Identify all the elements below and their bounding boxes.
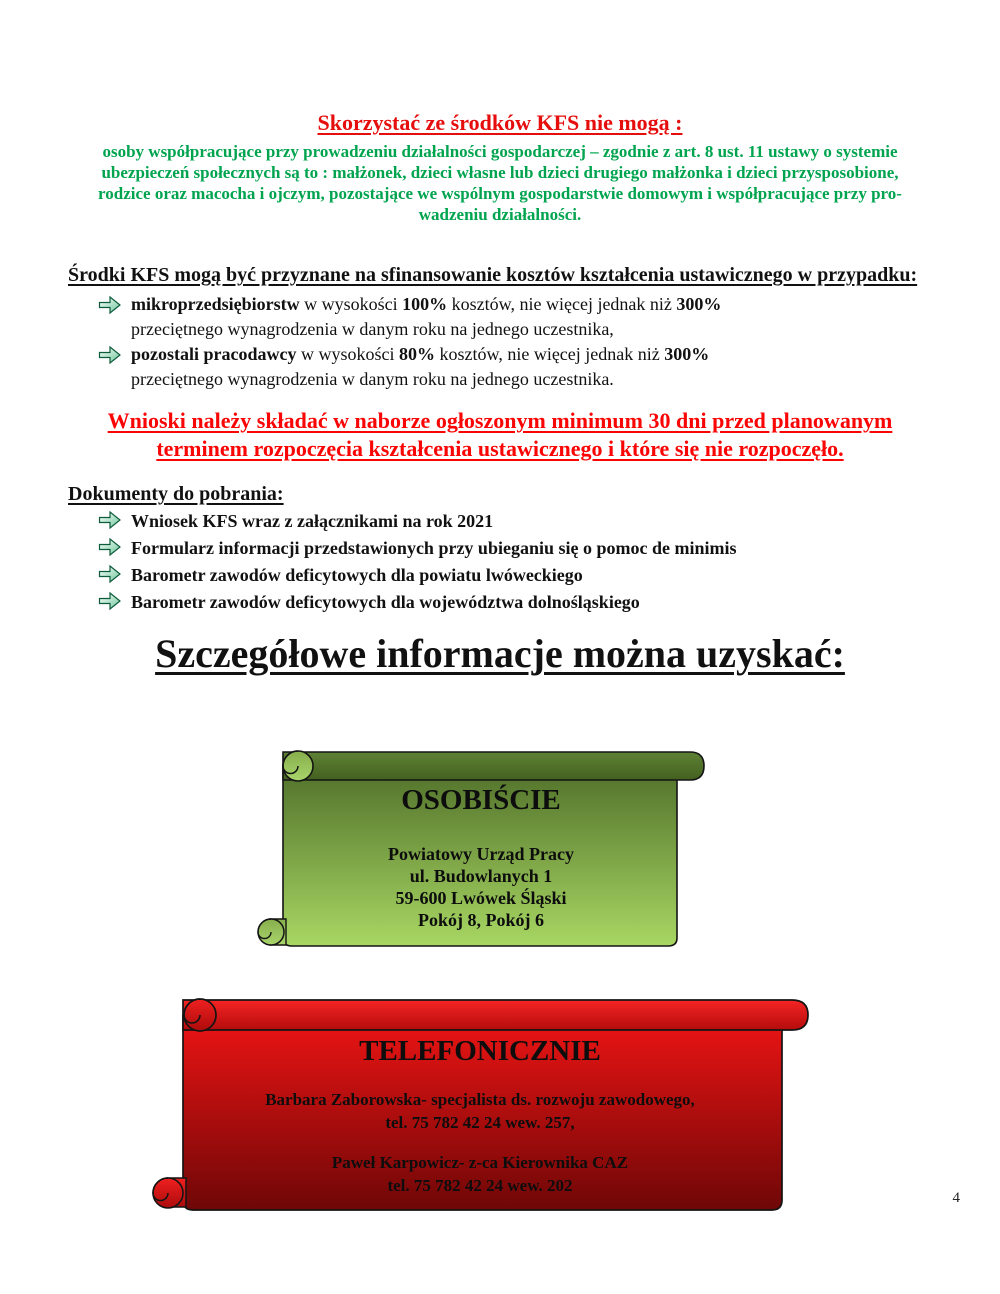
page-number: 4 bbox=[952, 1190, 960, 1206]
phone-title: TELEFONICZNIE bbox=[359, 1035, 601, 1067]
eligibility-item bbox=[98, 342, 958, 392]
download-item-label: Barometr zawodów deficytowych dla powiatu lwóweckiego bbox=[131, 565, 583, 585]
intro-line: ubezpieczeń społecznych są to : małżonek, dzieci własne lub dzieci drugiego małżonka i dzieci przysposobione, bbox=[101, 163, 899, 182]
download-item bbox=[98, 589, 958, 618]
arrow-bullet-icon bbox=[98, 564, 122, 591]
eligibility-item bbox=[98, 292, 958, 342]
intro-line: osoby współpracujące przy prowadzeniu działalności gospodarczej – zgodnie z art. 8 ust. 11 ustawy o systemie bbox=[102, 142, 898, 161]
phone-scroll bbox=[148, 993, 812, 1219]
in-person-title: OSOBIŚCIE bbox=[401, 784, 561, 816]
intro-line: wadzeniu działalności. bbox=[418, 205, 582, 224]
download-item-label: Wniosek KFS wraz z załącznikami na rok 2021 bbox=[131, 511, 494, 531]
in-person-scroll bbox=[256, 746, 706, 956]
download-item-label: Barometr zawodów deficytowych dla województwa dolnośląskiego bbox=[131, 592, 640, 612]
arrow-bullet-icon bbox=[98, 295, 122, 342]
eligibility-item-text: pozostali pracodawcy w wysokości 80% kosztów, nie więcej jednak niż 300% przeciętnego wynagrodzenia w danym roku na jednego uczestnika. bbox=[131, 344, 710, 389]
download-item bbox=[98, 535, 958, 564]
page-title-text: Skorzystać ze środków KFS nie mogą : bbox=[317, 110, 683, 135]
submission-warning: Wnioski należy składać w naborze ogłoszonym minimum 30 dni przed planowanym terminem rozpoczęcia kształcenia ustawicznego i które się nie rozpoczęło. bbox=[107, 408, 893, 461]
downloads-heading: Dokumenty do pobrania: bbox=[68, 483, 284, 505]
intro-line: rodzice oraz macocha i ojczym, pozostające we wspólnym gospodarstwie domowym i współpracujące przy pro- bbox=[98, 184, 902, 203]
eligibility-heading: Środki KFS mogą być przyznane na sfinansowanie kosztów kształcenia ustawicznego w przypadku: bbox=[68, 264, 918, 286]
arrow-bullet-icon bbox=[98, 591, 122, 618]
arrow-bullet-icon bbox=[98, 510, 122, 537]
download-item-label: Formularz informacji przedstawionych przy ubieganiu się o pomoc de minimis bbox=[131, 538, 737, 558]
arrow-bullet-icon bbox=[98, 537, 122, 564]
phone-contacts: Barbara Zaborowska- specjalista ds. rozwoju zawodowego, tel. 75 782 42 24 wew. 257, Paweł Karpowicz- z-ca Kierownika CAZ tel. 75 782 42 24 wew. 202 bbox=[265, 1090, 695, 1195]
details-heading: Szczegółowe informacje można uzyskać: bbox=[155, 631, 845, 676]
intro-paragraph bbox=[40, 141, 960, 225]
download-item bbox=[98, 508, 958, 537]
in-person-address: Powiatowy Urząd Pracy ul. Budowlanych 1 59-600 Lwówek Śląski Pokój 8, Pokój 6 bbox=[388, 844, 574, 930]
page-title bbox=[0, 110, 1000, 136]
eligibility-item-text: mikroprzedsiębiorstw w wysokości 100% kosztów, nie więcej jednak niż 300% przeciętnego wynagrodzenia w danym roku na jednego uczestnika, bbox=[131, 294, 722, 339]
download-item bbox=[98, 562, 958, 591]
arrow-bullet-icon bbox=[98, 345, 122, 392]
